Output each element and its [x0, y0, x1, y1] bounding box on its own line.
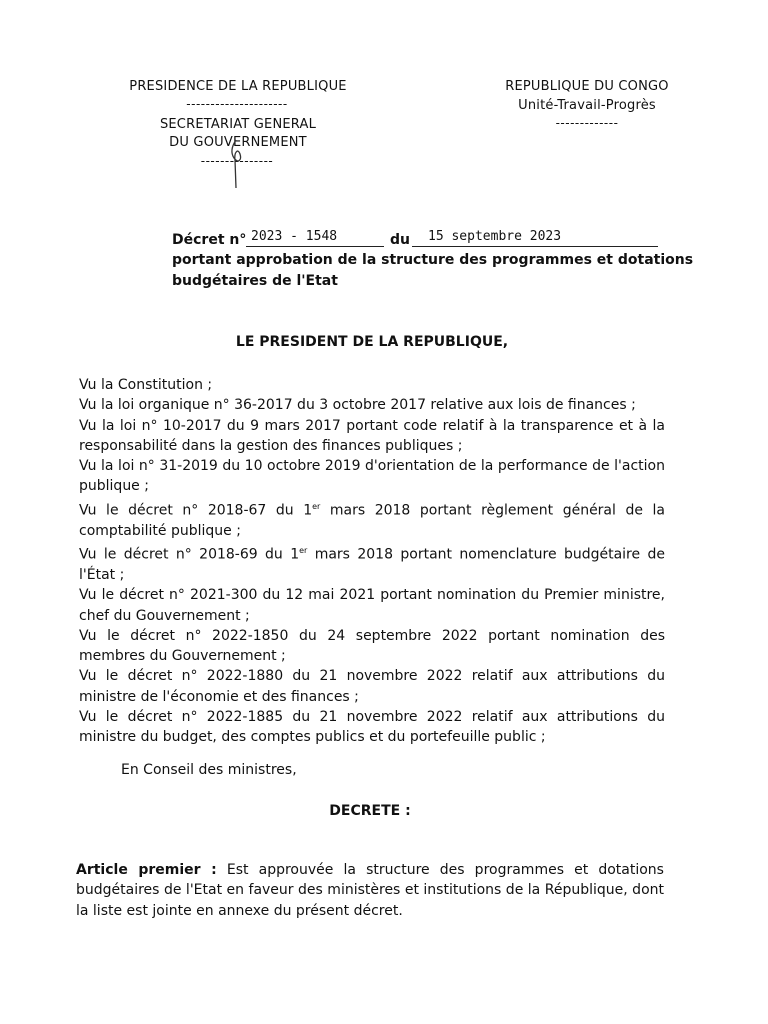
visa-item: Vu le décret n° 2022-1850 du 24 septembre 2022 portant nomination des membres du Gouvernement ; [79, 627, 665, 665]
visa-item [79, 541, 665, 585]
visa-item: Vu la Constitution ; [79, 377, 213, 393]
issuer-gouvernement: DU GOUVERNEMENT [169, 135, 307, 150]
decree-label: Décret n° [172, 232, 247, 248]
article-text: Est approuvée la structure des programmes et dotations budgétaires de l'Etat en faveur des ministères et institutions de la République, dont la liste est jointe en annexe du présent décret. [76, 862, 664, 919]
visa-item: Vu la loi organique n° 36-2017 du 3 octobre 2017 relative aux lois de finances ; [79, 397, 636, 414]
visa-item: Vu le décret n° 2022-1885 du 21 novembre 2022 relatif aux attributions du ministre du budget, des comptes publics et du portefeuille public ; [79, 709, 665, 746]
visas-list [79, 375, 665, 748]
visa-text: Vu le décret n° 2018-67 du 1 [79, 502, 313, 519]
visa-text: Vu le décret n° 2018-69 du 1 [79, 546, 300, 563]
visa-text: mars 2018 portant nomenclature budgétaire de l'État ; [79, 546, 665, 583]
handwritten-mark-icon [222, 138, 252, 192]
conseil-des-ministres: En Conseil des ministres, [121, 762, 297, 778]
article-label: Article premier : [76, 862, 217, 878]
decree-date: 15 septembre 2023 [428, 229, 562, 244]
separator-dashes: ------------- [555, 116, 619, 130]
decrete-heading: DECRETE : [329, 803, 411, 819]
separator-dashes: --------------------- [186, 97, 288, 111]
visa-item [79, 497, 665, 541]
separator-dashes: --------------- [200, 154, 274, 168]
decree-number-underline [246, 246, 384, 247]
decree-number: 2023 - 1548 [251, 229, 338, 244]
visa-superscript: er [299, 546, 308, 556]
decree-subject-line-1: portant approbation de la structure des programmes et dotations [172, 252, 694, 268]
visa-text: mars 2018 portant règlement général de la comptabilité publique ; [79, 502, 665, 539]
decree-subject-line-2: budgétaires de l'Etat [172, 273, 338, 289]
issuer-presidence: PRESIDENCE DE LA REPUBLIQUE [129, 79, 347, 94]
article-premier [76, 860, 664, 921]
visa-item: Vu la loi n° 10-2017 du 9 mars 2017 portant code relatif à la transparence et à la responsabilité dans la gestion des finances publiques ; [79, 417, 665, 454]
decree-du-label: du [390, 232, 410, 248]
visa-item: Vu la loi n° 31-2019 du 10 octobre 2019 d'orientation de la performance de l'action publique ; [79, 458, 665, 495]
country-name: REPUBLIQUE DU CONGO [505, 79, 669, 94]
president-heading: LE PRESIDENT DE LA REPUBLIQUE, [235, 334, 509, 350]
article-paragraph [76, 860, 664, 921]
issuer-secretariat: SECRETARIAT GENERAL [159, 117, 317, 132]
national-motto: Unité-Travail-Progrès [518, 98, 656, 113]
visa-superscript: er [312, 501, 321, 511]
visa-item: Vu le décret n° 2022-1880 du 21 novembre 2022 relatif aux attributions du ministre de l'économie et des finances ; [79, 668, 665, 705]
decree-date-underline [412, 246, 658, 247]
visa-item: Vu le décret n° 2021-300 du 12 mai 2021 portant nomination du Premier ministre, chef du Gouvernement ; [79, 587, 665, 624]
